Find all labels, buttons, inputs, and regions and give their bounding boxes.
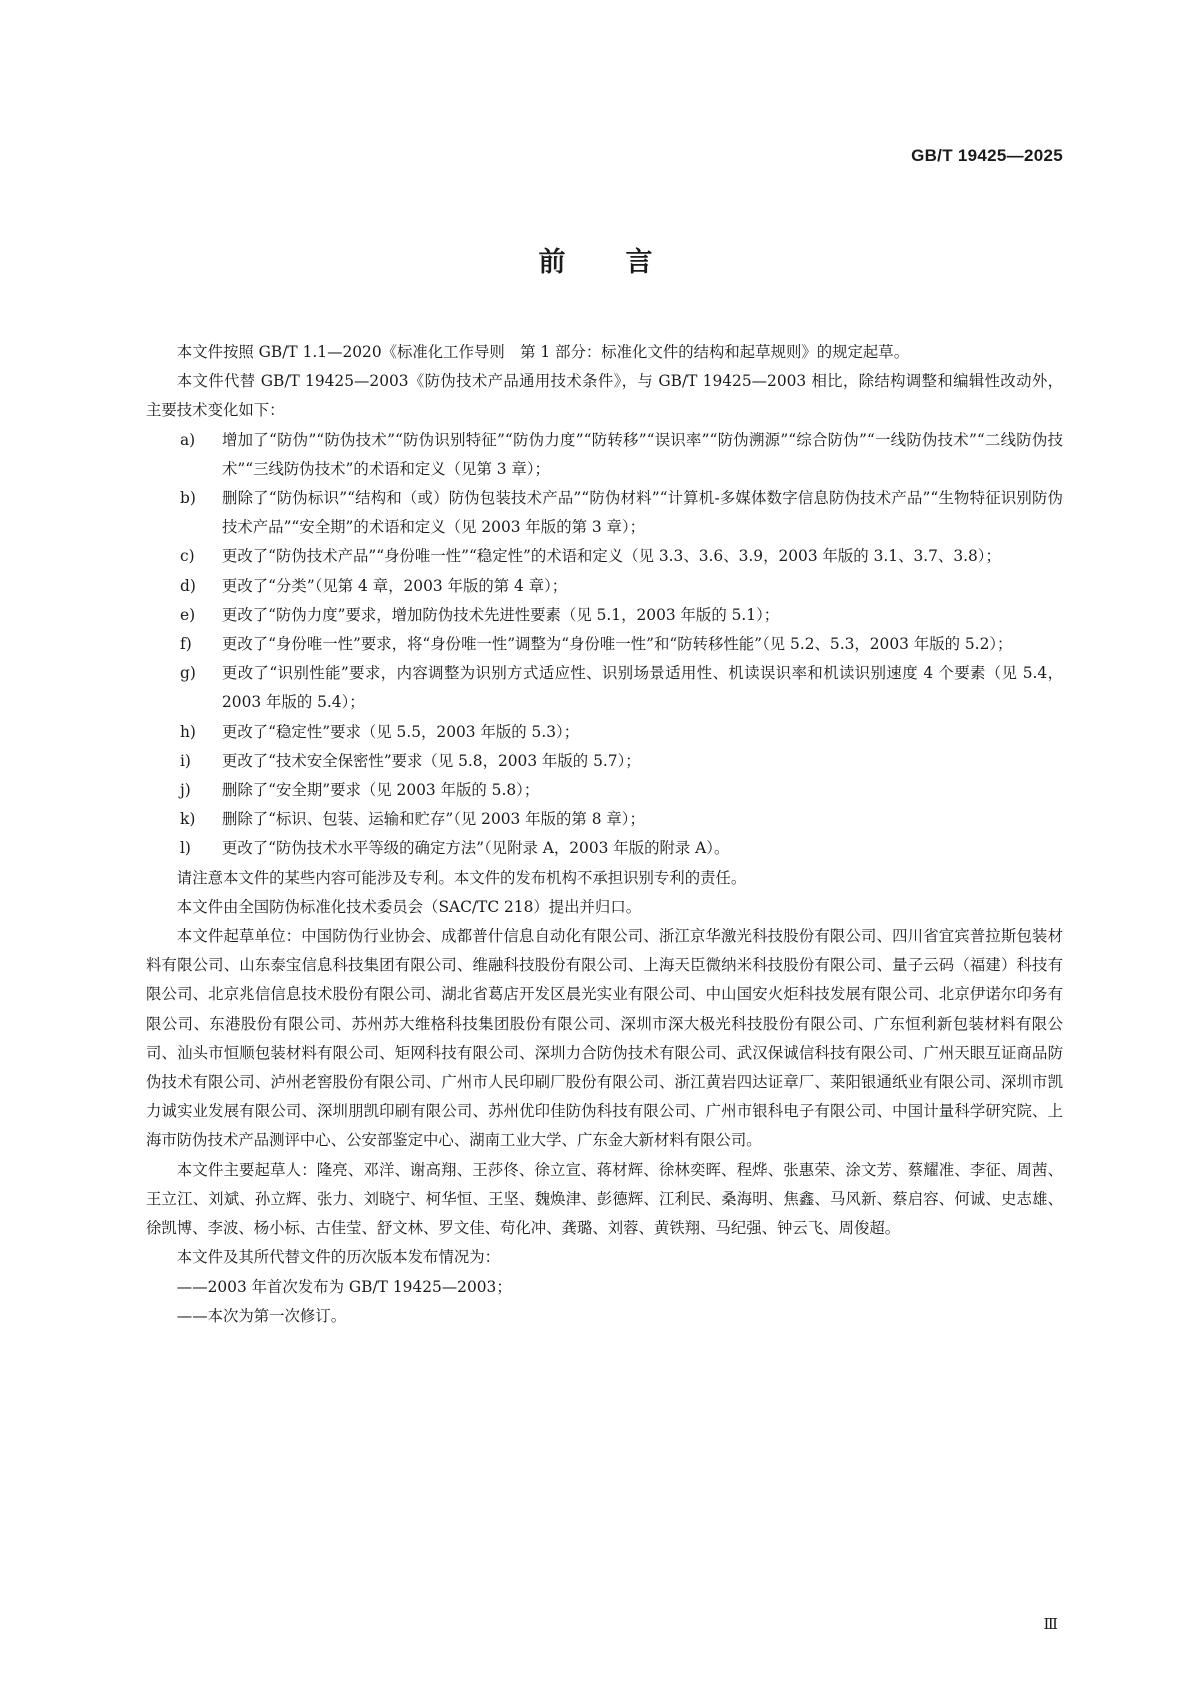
list-item [146, 776, 1063, 805]
list-marker: l) [180, 839, 191, 858]
list-text: 更改了“识别性能”要求，内容调整为识别方式适应性、识别场景适用性、机读误识率和机读识别速度 4 个要素（见 5.4，2003 年版的 5.4）； [222, 664, 1063, 712]
changes-list [146, 426, 1063, 864]
list-text: 删除了“标识、包装、运输和贮存”（见 2003 年版的第 8 章）； [222, 810, 645, 829]
list-marker: j) [180, 781, 191, 800]
list-text: 更改了“稳定性”要求（见 5.5，2003 年版的 5.3）； [222, 722, 580, 741]
page-title: 前言 [538, 247, 713, 278]
list-item [146, 659, 1063, 717]
list-item [146, 426, 1063, 484]
list-item [146, 834, 1063, 863]
list-item [146, 601, 1063, 630]
history-item: ——本次为第一次修订。 [176, 1306, 347, 1325]
list-text: 更改了“分类”（见第 4 章，2003 年版的第 4 章）； [222, 576, 568, 595]
standard-code: GB/T 19425—2025 [911, 146, 1063, 165]
intro-paragraph: 本文件按照 GB/T 1.1—2020《标准化工作导则 第 1 部分：标准化文件的结构和起草规则》的规定起草。 [176, 343, 910, 361]
list-text: 更改了“身份唯一性”要求，将“身份唯一性”调整为“身份唯一性”和“防转移性能”（见 5.2、5.3，2003 年版的 5.2）； [222, 635, 1013, 654]
list-marker: h) [180, 722, 196, 741]
list-item [146, 630, 1063, 659]
list-text: 更改了“技术安全保密性”要求（见 5.8，2003 年版的 5.7）； [222, 751, 641, 770]
list-text: 删除了“安全期”要求（见 2003 年版的 5.8）； [222, 781, 540, 800]
list-marker: f) [180, 635, 192, 654]
drafters-paragraph: 本文件主要起草人：隆亮、邓洋、谢高翔、王莎佟、徐立宣、蒋材辉、徐林奕晖、程烨、张惠荣、涂文芳、蔡耀准、李征、周茜、王立江、刘斌、孙立辉、张力、刘晓宁、柯华恒、王坚、魏焕津、彭德辉、江利民、桑海明、焦鑫、马风新、蔡启容、何诚、史志雄、徐凯博、李波、杨小标、古佳莹、舒文林、罗文佳、苟化冲、龚璐、刘蓉、黄铁翔、马纪强、钟云飞、周俊超。 [146, 1160, 1063, 1238]
foreword-body [146, 338, 1063, 1331]
list-text: 更改了“防伪技术产品”“身份唯一性”“稳定性”的术语和定义（见 3.3、3.6、3.9，2003 年版的 3.1、3.7、3.8）； [222, 547, 1001, 566]
history-intro: 本文件及其所代替文件的历次版本发布情况为： [176, 1248, 501, 1267]
intro-paragraph: 本文件代替 GB/T 19425—2003《防伪技术产品通用技术条件》，与 GB/T 19425—2003 相比，除结构调整和编辑性改动外，主要技术变化如下： [146, 372, 1063, 420]
list-item [146, 484, 1063, 542]
list-item [146, 542, 1063, 571]
list-marker: d) [180, 576, 196, 595]
list-marker: g) [180, 664, 196, 683]
list-marker: e) [180, 605, 196, 624]
list-item [146, 572, 1063, 601]
list-marker: k) [180, 810, 196, 829]
proposer-paragraph: 本文件由全国防伪标准化技术委员会（SAC/TC 218）提出并归口。 [176, 897, 642, 916]
patent-notice: 请注意本文件的某些内容可能涉及专利。本文件的发布机构不承担识别专利的责任。 [176, 868, 747, 887]
list-item [146, 718, 1063, 747]
list-item [146, 747, 1063, 776]
list-marker: b) [180, 489, 196, 508]
list-text: 删除了“防伪标识”“结构和（或）防伪包装技术产品”“防伪材料”“计算机-多媒体数字信息防伪技术产品”“生物特征识别防伪技术产品”“安全期”的术语和定义（见 2003 年版的第 3 章）； [222, 489, 1063, 537]
list-text: 增加了“防伪”“防伪技术”“防伪识别特征”“防伪力度”“防转移”“误识率”“防伪溯源”“综合防伪”“一线防伪技术”“二线防伪技术”“三线防伪技术”的术语和定义（见第 3 章）； [222, 430, 1063, 478]
history-item: ——2003 年首次发布为 GB/T 19425—2003； [176, 1277, 512, 1296]
page-number: Ⅲ [1043, 1615, 1058, 1633]
list-text: 更改了“防伪技术水平等级的确定方法”（见附录 A，2003 年版的附录 A）。 [222, 839, 730, 858]
list-marker: c) [180, 547, 195, 566]
list-text: 更改了“防伪力度”要求，增加防伪技术先进性要素（见 5.1，2003 年版的 5.1）； [222, 605, 780, 624]
list-marker: i) [180, 751, 191, 770]
list-marker: a) [180, 430, 196, 449]
list-item [146, 805, 1063, 834]
drafting-units-paragraph: 本文件起草单位：中国防伪行业协会、成都普什信息自动化有限公司、浙江京华激光科技股份有限公司、四川省宜宾普拉斯包装材料有限公司、山东泰宝信息科技集团有限公司、维融科技股份有限公司、上海天臣微纳米科技股份有限公司、量子云码（福建）科技有限公司、北京兆信信息技术股份有限公司、湖北省葛店开发区晨光实业有限公司、中山国安火炬科技发展有限公司、北京伊诺尔印务有限公司、东港股份有限公司、苏州苏大维格科技集团股份有限公司、深圳市深大极光科技股份有限公司、广东恒利新包装材料有限公司、汕头市恒顺包装材料有限公司、矩网科技有限公司、深圳力合防伪技术有限公司、武汉保诚信科技有限公司、广州天眼互证商品防伪技术有限公司、泸州老窖股份有限公司、广州市人民印刷厂股份有限公司、浙江黄岩四达证章厂、莱阳银通纸业有限公司、深圳市凯力诚实业发展有限公司、深圳朋凯印刷有限公司、苏州优印佳防伪科技有限公司、广州市银科电子有限公司、中国计量科学研究院、上海市防伪技术产品测评中心、公安部鉴定中心、湖南工业大学、广东金大新材料有限公司。 [146, 927, 1063, 1150]
